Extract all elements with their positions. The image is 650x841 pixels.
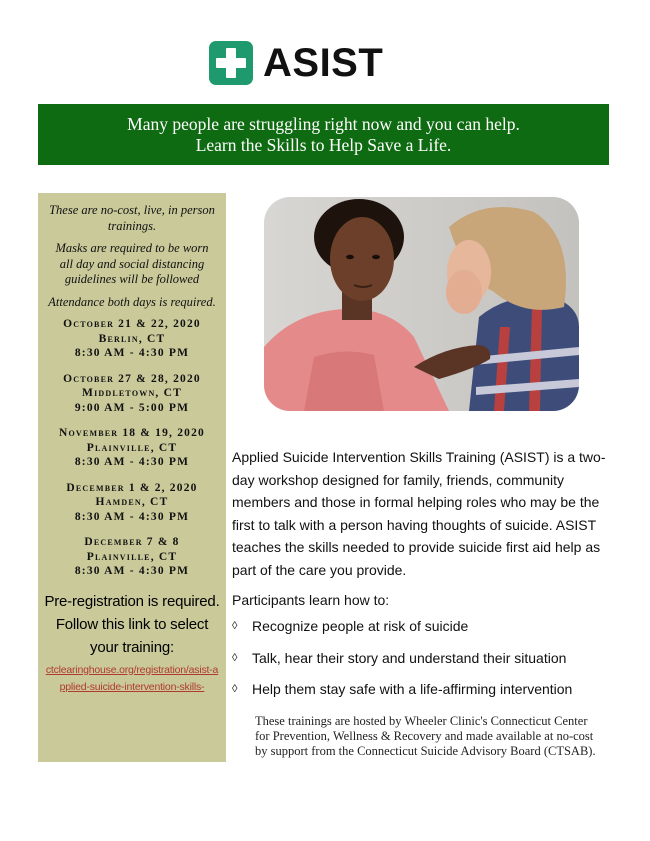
event-time: 8:30 AM - 4:30 PM bbox=[74, 456, 190, 468]
event-time: 8:30 AM - 4:30 PM bbox=[74, 510, 190, 523]
event-dates: November 18 & 19, 2020 bbox=[59, 427, 205, 439]
hosting-note: These trainings are hosted by Wheeler Clinic's Connecticut Center for Prevention, Wellness & Recovery and made available at no-cost by support from the Connecticut Suicide Advisory Board (CTSAB). bbox=[255, 714, 596, 758]
banner-line-2: Learn the Skills to Help Save a Life. bbox=[195, 135, 452, 155]
event-time: 8:30 AM - 4:30 PM bbox=[74, 347, 190, 359]
event-location: Plainville, CT bbox=[86, 441, 178, 454]
diamond-bullet-icon: ◊ bbox=[232, 620, 238, 633]
learning-list bbox=[232, 616, 612, 701]
event-3 bbox=[44, 426, 220, 470]
event-2 bbox=[44, 372, 220, 416]
list-item-text: Recognize people at risk of suicide bbox=[252, 618, 469, 635]
main-content bbox=[232, 446, 612, 710]
event-location: Hamden, CT bbox=[95, 496, 169, 508]
note-attendance: Attendance both days is required. bbox=[48, 294, 216, 309]
event-5 bbox=[44, 535, 220, 579]
event-time: 9:00 AM - 5:00 PM bbox=[74, 401, 190, 414]
event-1 bbox=[44, 317, 220, 361]
event-location: Berlin, CT bbox=[98, 332, 166, 345]
event-time: 8:30 AM - 4:30 PM bbox=[74, 565, 190, 577]
event-4 bbox=[44, 481, 220, 525]
asist-logo bbox=[209, 40, 383, 86]
plus-cross-icon bbox=[209, 41, 253, 85]
diamond-bullet-icon: ◊ bbox=[232, 683, 238, 696]
event-dates: October 21 & 22, 2020 bbox=[63, 318, 201, 330]
counseling-photo bbox=[264, 197, 579, 411]
list-item bbox=[232, 679, 612, 701]
training-schedule-sidebar bbox=[38, 193, 226, 762]
logo-text: ASIST bbox=[263, 41, 384, 85]
event-dates: December 7 & 8 bbox=[84, 536, 180, 548]
banner-line-1: Many people are struggling right now and you can help. bbox=[127, 114, 520, 134]
header-banner bbox=[38, 104, 609, 165]
preregistration-text: Pre-registration is required. Follow this link to select your training: bbox=[44, 592, 220, 656]
intro-paragraph: Applied Suicide Intervention Skills Training (ASIST) is a two-day workshop designed for family, friends, community members and those in formal helping roles who may be the first to talk with a person having thoughts of suicide. ASIST teaches the skills needed to provide suicide first aid help as part of the care you provide. bbox=[232, 449, 606, 578]
event-location: Plainville, CT bbox=[86, 550, 178, 563]
registration-link[interactable]: ctclearinghouse.org/registration/asist-applied-suicide-intervention-skills- bbox=[45, 663, 219, 693]
list-item-text: Talk, hear their story and understand their situation bbox=[252, 649, 567, 666]
event-dates: December 1 & 2, 2020 bbox=[66, 481, 198, 494]
learn-heading: Participants learn how to: bbox=[232, 592, 390, 608]
diamond-bullet-icon: ◊ bbox=[232, 651, 238, 664]
note-no-cost: These are no-cost, live, in person trainings. bbox=[49, 203, 215, 233]
event-dates: October 27 & 28, 2020 bbox=[63, 372, 201, 385]
list-item bbox=[232, 616, 612, 638]
list-item bbox=[232, 647, 612, 669]
list-item-text: Help them stay safe with a life-affirming intervention bbox=[252, 681, 573, 698]
event-location: Middletown, CT bbox=[82, 387, 182, 399]
note-masks: Masks are required to be worn all day and social distancing guidelines will be followed bbox=[55, 241, 209, 286]
